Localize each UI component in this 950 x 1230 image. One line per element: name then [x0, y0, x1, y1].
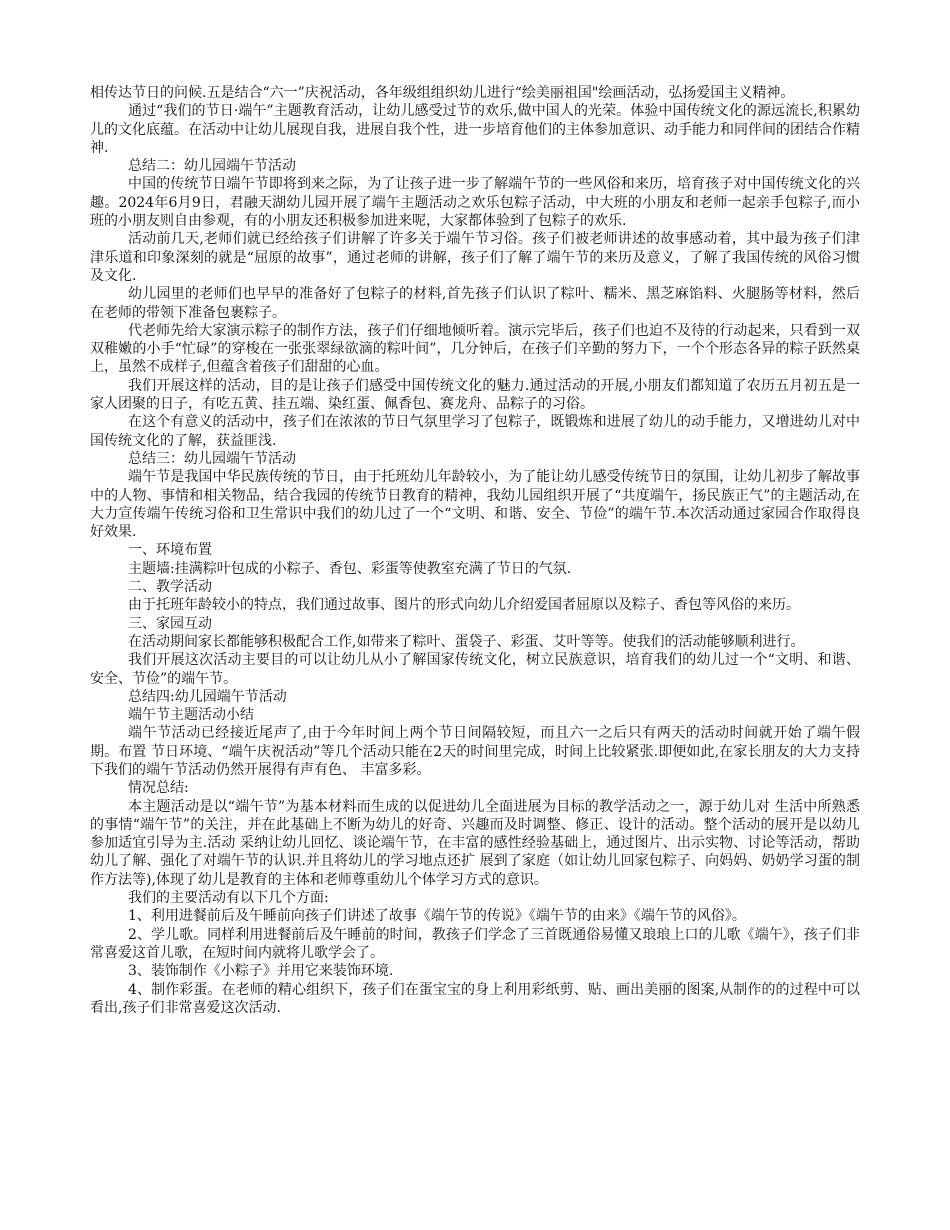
section-heading-2: 总结二：幼儿园端午节活动	[128, 158, 296, 175]
list-item-3: 3、装饰制作《小粽子》并用它来装饰环境.	[128, 963, 394, 980]
paragraph-8: 我们开展这样的活动，目的是让孩子们感受中国传统文化的魅力.通过活动的开展,小朋友们都知道了农历五月初五是一家人团聚的日子，有吃五黄、挂五端、染红蛋、佩香包、赛龙舟、品粽子的习俗。	[90, 377, 860, 413]
subheading-home-school: 三、家园互动	[128, 615, 212, 632]
paragraph-4: 中国的传统节日端午节即将到来之际，为了让孩子进一步了解端午节的一些风俗和来历，培育孩子对中国传统文化的兴趣。2024年6月9日，君融天湖幼儿园开展了端午主题活动之欢乐包粽子活动，中大班的小朋友和老师一起亲手包粽子,而小班的小朋友则自由参观，有的小朋友还积极参加进来呢，大家都体验到了包粽子的欢乐.	[90, 176, 860, 230]
list-item-1: 1、利用进餐前后及午睡前向孩子们讲述了故事《端午节的传说》《端午节的由来》《端午节的风俗》。	[128, 908, 746, 925]
paragraph-7: 代老师先给大家演示粽子的制作方法，孩子们仔细地倾听着。演示完毕后，孩子们也迫不及待的行动起来，只看到一双双稚嫩的小手“忙碌”的穿梭在一张张翠绿欲滴的粽叶间”，几分钟后，在孩子们辛勤的努力下，一个个形态各异的粽子跃然桌上，虽然不成样子,但蕴含着孩子们甜甜的心血。	[90, 322, 860, 376]
paragraph-18: 我们开展这次活动主要目的可以让幼儿从小了解国家传统文化，树立民族意识，培育我们的幼儿过一个“文明、和谐、安全、节俭”的端午节。	[90, 652, 860, 687]
paragraph-17: 在活动期间家长都能够积极配合工作,如带来了粽叶、蛋袋子、彩蛋、艾叶等等。使我们的活动能够顺利进行。	[128, 633, 805, 650]
subheading-situation: 情况总结:	[128, 780, 189, 797]
section-heading-4: 总结四:幼儿园端午节活动	[128, 688, 287, 705]
section-heading-3: 总结三：幼儿园端午节活动	[128, 450, 296, 467]
paragraph-2: 通过“我们的节日·端午”主题教育活动，让幼儿感受过节的欢乐,做中国人的光荣。体验中国传统文化的源远流长,积累幼儿的文化底蕴。在活动中让幼儿展现自我，进展自我个性，进一步培育他们的主体参加意识、动手能力和同伴间的团结合作精神.	[90, 103, 860, 156]
paragraph-24: 我们的主要活动有以下几个方面:	[128, 890, 329, 907]
paragraph-15: 由于托班年龄较小的特点，我们通过故事、图片的形式向幼儿介绍爱国者屈原以及粽子、香包等风俗的来历。	[128, 597, 800, 614]
subheading-environment: 一、环境布置	[128, 542, 212, 559]
paragraph-11: 端午节是我国中华民族传统的节日，由于托班幼儿年龄较小，为了能让幼儿感受传统节日的氛围，让幼儿初步了解故事中的人物、事情和相关物品，结合我园的传统节日教育的精神，我幼儿园组织开展了“共度端午，扬民族正气”的主题活动,在大力宣传端午传统习俗和卫生常识中我们的幼儿过了一个“文明、和谐、安全、节俭”的端午节.本次活动通过家园合作取得良好效果.	[90, 469, 860, 541]
paragraph-6: 幼儿园里的老师们也早早的准备好了包粽子的材料,首先孩子们认识了粽叶、糯米、黑芝麻馅料、火腿肠等材料，然后在老师的带领下准备包裹粽子。	[90, 286, 860, 321]
list-item-4: 4、制作彩蛋。在老师的精心组织下，孩子们在蛋宝宝的身上利用彩纸剪、贴、画出美丽的图案,从制作的的过程中可以看出,孩子们非常喜爱这次活动.	[90, 981, 860, 1016]
paragraph-5: 活动前几天,老师们就已经给孩子们讲解了许多关于端午节习俗。孩子们被老师讲述的故事感动着，其中最为孩子们津津乐道和印象深刻的就是“屈原的故事”，通过老师的讲解，孩子们了解了端午节的来历及意义，了解了我国传统的风俗习惯及文化.	[90, 231, 860, 284]
paragraph-9: 在这个有意义的活动中，孩子们在浓浓的节日气氛里学习了包粽子，既锻炼和进展了幼儿的动手能力，又增进幼儿对中国传统文化的了解，获益匪浅.	[90, 414, 860, 449]
paragraph-23: 本主题活动是以“端午节”为基本材料而生成的以促进幼儿全面进展为目标的教学活动之一，源于幼儿对 生活中所熟悉的事情“端午节”的关注，并在此基础上不断为幼儿的好奇、兴趣而及时调整、修正、设计的活动。整个活动的展开是以幼儿参加适宜引导为主.活动 采纳让幼儿回忆、谈论端午节，在丰富的感性经验基础上，通过图片、出示实物、讨论等活动，帮助幼儿了解、强化了对端午节的认识.并且将幼儿的学习地点还扩 展到了家庭（如让幼儿回家包粽子、向妈妈、奶奶学习蛋的制作方法等),体现了幼儿是教育的主体和老师尊重幼儿个体学习方式的意识。	[90, 798, 860, 888]
subheading-summary: 端午节主题活动小结	[128, 707, 254, 724]
subheading-teaching: 二、教学活动	[128, 579, 212, 596]
paragraph-1: 相传达节日的问候.五是结合“六一”庆祝活动，各年级组组织幼儿进行“绘美丽祖国"绘画活动，弘扬爱国主义精神。	[90, 85, 795, 101]
paragraph-13: 主题墙:挂满粽叶包成的小粽子、香包、彩蛋等使教室充满了节日的气氛.	[128, 560, 572, 577]
paragraph-21: 端午节活动已经接近尾声了,由于今年时间上两个节日间隔较短，而且六一之后只有两天的活动时间就开始了端午假期。布置 节日环境、“端午庆祝活动”等几个活动只能在2天的时间里完成，时间上比较紧张.即便如此,在家长朋友的大力支持下我们的端午节活动仍然开展得有声有色、 丰富多彩。	[90, 725, 860, 778]
list-item-2: 2、学儿歌。同样利用进餐前后及午睡前的时间，教孩子们学念了三首既通俗易懂又琅琅上口的儿歌《端午》，孩子们非常喜爱这首儿歌，在短时间内就将儿歌学会了。	[90, 926, 860, 961]
